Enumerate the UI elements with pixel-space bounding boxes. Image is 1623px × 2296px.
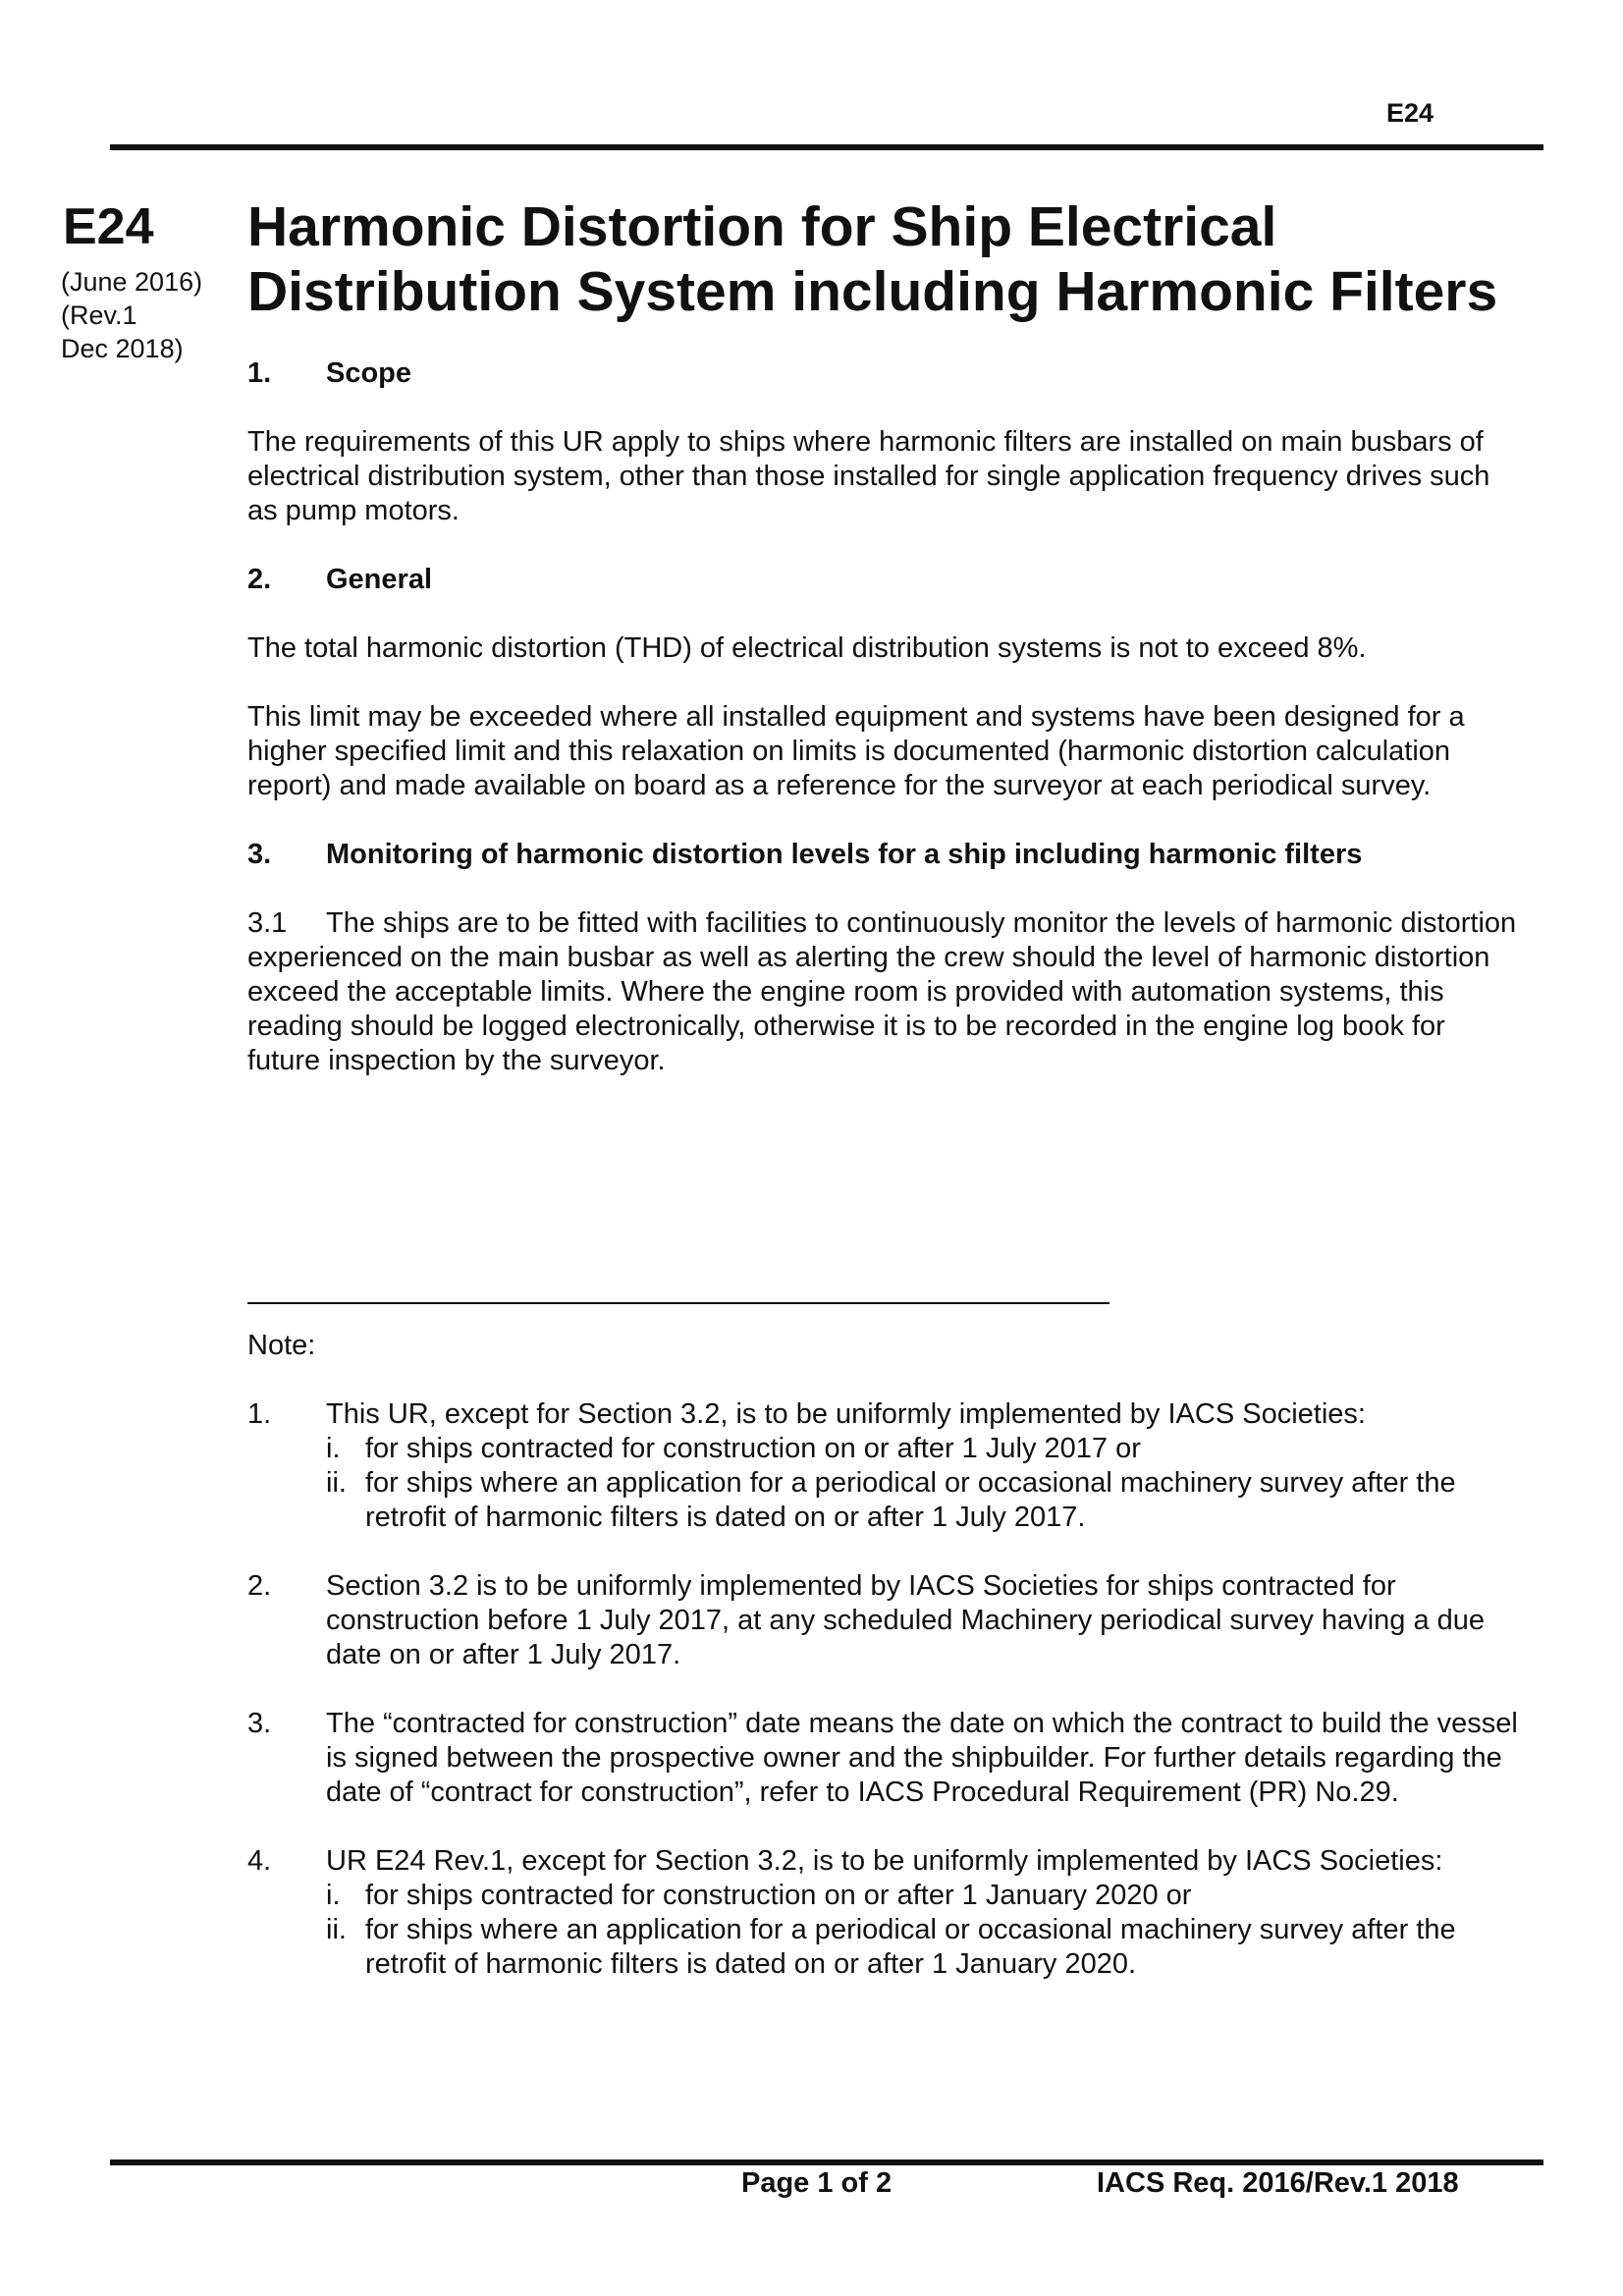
page-number: Page 1 of 2 [741, 2167, 893, 2199]
item-numeral: ii. [326, 1467, 347, 1499]
side-revision-info [61, 265, 202, 365]
notes-label: Note: [247, 1330, 316, 1361]
item-numeral: ii. [326, 1914, 347, 1945]
note-1-item-i [326, 1432, 1524, 1466]
note-text: This UR, except for Section 3.2, is to be uniformly implemented by IACS Societies: [326, 1398, 1366, 1430]
note-4-item-i [326, 1879, 1524, 1913]
section-number: 3. [247, 839, 272, 870]
note-number: 2. [247, 1570, 272, 1602]
bottom-rule [110, 2159, 1543, 2165]
section-2-heading [247, 563, 1524, 597]
note-text: UR E24 Rev.1, except for Section 3.2, is to be uniformly implemented by IACS Societies: [326, 1845, 1443, 1877]
main-body [247, 356, 1524, 1113]
section-2-paragraph-1: The total harmonic distortion (THD) of electrical distribution systems is not to exceed 8%. [247, 632, 1367, 664]
note-1 [247, 1397, 1524, 1535]
title-line-2: Distribution System including Harmonic Filters [247, 260, 1498, 323]
item-text: for ships where an application for a periodical or occasional machinery survey after the retrofit of harmonic filters is dated on or after 1 July 2017. [365, 1467, 1456, 1533]
section-number: 2. [247, 564, 272, 595]
note-1-item-ii [326, 1466, 1524, 1535]
note-4 [247, 1844, 1524, 1982]
document-reference: IACS Req. 2016/Rev.1 2018 [1097, 2167, 1459, 2199]
section-1-heading [247, 356, 1524, 391]
note-number: 4. [247, 1845, 272, 1877]
item-text: for ships contracted for construction on or after 1 July 2017 or [365, 1433, 1141, 1464]
section-2-paragraph-2: This limit may be exceeded where all installed equipment and systems have been designed for a higher specified limit and this relaxation on limits is documented (harmonic distortion calculation report) and made available on board as a reference for the surveyor at each periodical survey. [247, 701, 1465, 801]
item-numeral: i. [326, 1880, 341, 1911]
section-title: Monitoring of harmonic distortion levels for a ship including harmonic filters [326, 839, 1363, 870]
item-numeral: i. [326, 1433, 341, 1464]
note-4-item-ii [326, 1913, 1524, 1982]
section-title: General [326, 564, 432, 595]
subsection-text: The ships are to be fitted with facilities to continuously monitor the levels of harmonic distortion experienced on the main busbar as well as alerting the crew should the level of harmonic distortion exceed the acceptable limits. Where the engine room is provided with automation systems, this reading should be logged electronically, otherwise it is to be recorded in the engine log book for future inspection by the surveyor. [247, 907, 1517, 1076]
top-rule [110, 144, 1543, 150]
item-text: for ships where an application for a periodical or occasional machinery survey after the retrofit of harmonic filters is dated on or after 1 January 2020. [365, 1914, 1456, 1980]
notes [247, 1329, 1524, 2016]
side-code: E24 [63, 198, 154, 255]
section-title: Scope [326, 357, 412, 389]
subsection-number: 3.1 [247, 907, 288, 939]
section-1-paragraph: The requirements of this UR apply to ships where harmonic filters are installed on main busbars of electrical distribution system, other than those installed for single application frequency drives such as pump motors. [247, 426, 1490, 526]
note-2 [247, 1569, 1524, 1672]
note-text: The “contracted for construction” date means the date on which the contract to build the vessel is signed between the prospective owner and the shipbuilder. For further details regarding the date of “contract for construction”, refer to IACS Procedural Requirement (PR) No.29. [326, 1708, 1518, 1808]
note-3 [247, 1707, 1524, 1810]
header-code: E24 [1385, 98, 1434, 128]
title-line-1: Harmonic Distortion for Ship Electrical [247, 195, 1277, 258]
note-number: 1. [247, 1398, 272, 1430]
section-number: 1. [247, 357, 272, 389]
section-3-heading [247, 838, 1524, 872]
footnote-rule [247, 1302, 1109, 1304]
document-title [247, 194, 1543, 324]
side-rev-date-line: Dec 2018) [61, 334, 184, 363]
item-text: for ships contracted for construction on or after 1 January 2020 or [365, 1880, 1192, 1911]
section-3-1-paragraph [247, 906, 1524, 1078]
note-number: 3. [247, 1708, 272, 1739]
note-text: Section 3.2 is to be uniformly implemented by IACS Societies for ships contracted for construction before 1 July 2017, at any scheduled Machinery periodical survey having a due date on or after 1 July 2017. [326, 1570, 1486, 1670]
side-date-line: (June 2016) [61, 267, 203, 297]
side-rev-line: (Rev.1 [61, 301, 137, 330]
